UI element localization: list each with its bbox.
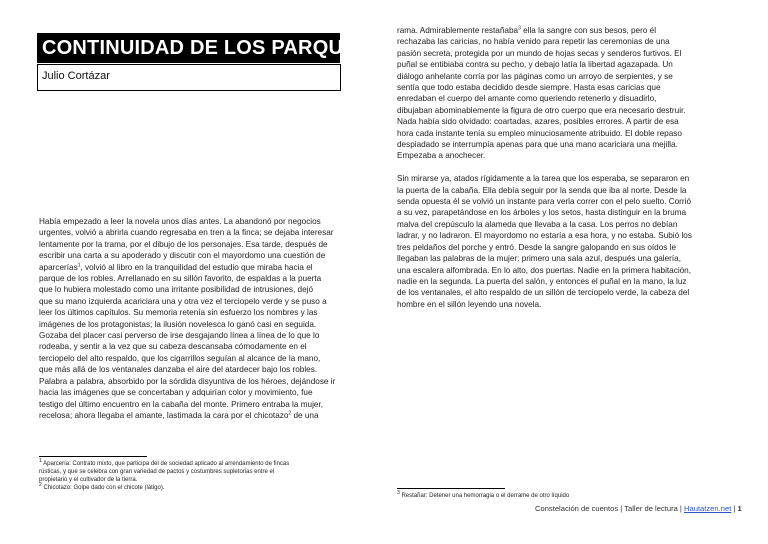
- text-line: [397, 25, 692, 36]
- text-segment: ella la sangre con sus besos, pero él: [520, 26, 657, 35]
- footnote-ref: 2: [288, 410, 292, 417]
- text-line: escribir una carta a su apoderado y discutir con el mayordomo una cuestión de: [39, 251, 326, 261]
- footnote-text: Aparcería: Contrato mixto, que participa del de sociedad aplicado al arrendamiento de fincas: [41, 461, 290, 467]
- text-segment: aparcerías: [39, 262, 78, 272]
- text-line: sentía que todo estaba decidido desde siempre. Hasta esas caricias que: [397, 83, 661, 93]
- title-banner: [37, 33, 371, 63]
- footnote-mark: 1: [39, 458, 42, 464]
- text-line: enredaban el cuerpo del amante como queriendo retenerlo y disuadirlo,: [397, 94, 657, 104]
- text-line: hombre en el sillón leyendo una novela.: [397, 299, 542, 309]
- text-line: Empezaba a anochecer.: [397, 151, 486, 161]
- text-line: malva del crepúsculo la alameda que llevaba a la casa. Los perros no debían: [397, 219, 678, 229]
- text-line: una escalera alfombrada. En lo alto, dos puertas. Nadie en la primera habitación,: [397, 265, 692, 275]
- footnote-separator: [397, 488, 505, 489]
- footnote: [39, 460, 289, 468]
- text-line: Nada había sido olvidado: coartadas, azares, posibles errores. A partir de esa: [397, 117, 679, 127]
- author-name: Julio Cortázar: [42, 70, 110, 82]
- footer-text: Constelación de cuentos | Taller de lectura |: [535, 504, 685, 513]
- footer-separator: |: [731, 504, 738, 513]
- text-line: imágenes de los protagonistas; la ilusión novelesca lo ganó casi en seguida.: [39, 319, 317, 329]
- text-line: que más allá de los ventanales danzaba el aire del atardecer bajo los robles.: [39, 365, 318, 375]
- text-line: leer los últimos capítulos. Su memoria retenía sin esfuerzo los nombres y las: [39, 308, 318, 318]
- text-line: hacia las imágenes que se concertaban y adquirían color y movimiento, fue: [39, 388, 313, 398]
- text-line: urgentes, volvió a abrirla cuando regresaba en tren a la finca; se dejaba interesar: [39, 228, 334, 238]
- footnote-text: Chicotazo: Golpe dado con el chicote (látigo).: [41, 485, 165, 491]
- text-line: puñal se entibiaba contra su pecho, y debajo latía la libertad agazapada. Un: [397, 60, 673, 70]
- text-line: terciopelo del alto respaldo, que los cigarrillos seguían al alcance de la mano,: [39, 353, 321, 363]
- footnote-text: propietario y el cultivador de la tierra.: [39, 477, 138, 483]
- footnote-mark: 3: [397, 490, 400, 496]
- text-segment: rama. Admirablemente restañaba: [397, 26, 519, 35]
- page-number: 1: [737, 504, 742, 513]
- text-line: senda opuesta él se volvió un instante para verla correr con el pelo suelto. Corrió: [397, 197, 692, 207]
- text-segment: de una: [291, 410, 319, 420]
- page-footer: [535, 504, 742, 513]
- footnote-ref: 3: [518, 25, 521, 32]
- text-line: diálogo anhelante corría por las páginas como un arroyo de serpientes, y se: [397, 71, 673, 81]
- text-segment: , volvió al libro en la tranquilidad del estudio que miraba hacia el: [80, 262, 313, 272]
- text-line: rodeaba, y sentir a la vez que su cabeza descansaba cómodamente en el: [39, 342, 307, 352]
- text-line: lentamente por la trama, por el dibujo de los personajes. Esa tarde, después de: [39, 239, 328, 249]
- text-line: tres peldaños del porche y entró. Desde la sangre galopando en sus oídos le: [397, 242, 677, 252]
- text-line: llegaban las palabras de la mujer: primero una sala azul, después una galería,: [397, 254, 682, 264]
- text-line: despiadado se interrumpía apenas para que una mano acariciara una mejilla.: [397, 140, 678, 150]
- left-column-text: [39, 216, 335, 421]
- text-line: pasión secreta, protegida por un mundo de hojas secas y senderos furtivos. El: [397, 48, 682, 58]
- text-line: nadie en la segunda. La puerta del salón, y entonces el puñal en la mano, la luz: [397, 276, 687, 286]
- text-line: parque de los robles. Arrellanado en su sillón favorito, de espaldas a la puerta: [39, 274, 322, 284]
- footnote-text: rústicas, y que se celebra con gran variedad de pactos y costumbres supletorias entre el: [39, 469, 275, 475]
- text-line: [39, 410, 335, 421]
- text-line: que lo hubiera molestado como una irritante posibilidad de intrusiones, dejó: [39, 285, 313, 295]
- text-line: [39, 262, 335, 273]
- footnote: [39, 484, 289, 492]
- footnote-separator: [39, 456, 147, 457]
- footnotes-right: [397, 492, 569, 500]
- footnote-ref: 1: [77, 261, 81, 268]
- paragraph-gap: [397, 162, 692, 173]
- footnote-mark: 2: [39, 482, 42, 488]
- footnotes-left: [39, 460, 289, 492]
- text-line: ladrar, y no ladraron. El mayordomo no estaría a esa hora, y no estaba. Subió los: [397, 231, 692, 241]
- right-column-text: [397, 25, 692, 310]
- text-line: la puerta de la cabaña. Ella debía seguir por la senda que iba al norte. Desde la: [397, 185, 687, 195]
- text-line: a su vez, parapetándose en los árboles y los setos, hasta distinguir en la bruma: [397, 208, 687, 218]
- text-line: que su mano izquierda acariciara una y otra vez el terciopelo verde y se puso a: [39, 296, 327, 306]
- page-title: CONTINUIDAD DE LOS PARQUES: [42, 37, 371, 59]
- footer-link[interactable]: Hautatzen.net: [684, 504, 732, 513]
- text-line: Sin mirarse ya, atados rígidamente a la tarea que los esperaba, se separaron en: [397, 174, 690, 184]
- text-segment: recelosa; ahora llegaba el amante, lastimada la cara por el chicotazo: [39, 410, 289, 420]
- text-line: Palabra a palabra, absorbido por la sórdida disyuntiva de los héroes, dejándose ir: [39, 376, 336, 386]
- text-line: de los ventanales, el alto respaldo de un sillón de terciopelo verde, la cabeza del: [397, 288, 690, 298]
- text-line: Había empezado a leer la novela unos días antes. La abandonó por negocios: [39, 217, 321, 226]
- text-line: hora cada instante tenía su empleo minuciosamente atribuido. El doble repaso: [397, 128, 682, 138]
- footnote-text: Restañar: Detener una hemorragia o el derrame de otro líquido: [399, 493, 570, 499]
- text-line: Gozaba del placer casi perverso de irse desgajando línea a línea de lo que lo: [39, 331, 320, 341]
- text-line: testigo del último encuentro en la cabaña del monte. Primero entraba la mujer,: [39, 399, 323, 409]
- author-box: [37, 64, 341, 91]
- text-line: dibujaban abominablemente la figura de otro cuerpo que era necesario destruir.: [397, 105, 686, 115]
- footnote: [397, 492, 569, 500]
- text-line: rechazaba las caricias, no había venido para repetir las ceremonias de una: [397, 37, 670, 47]
